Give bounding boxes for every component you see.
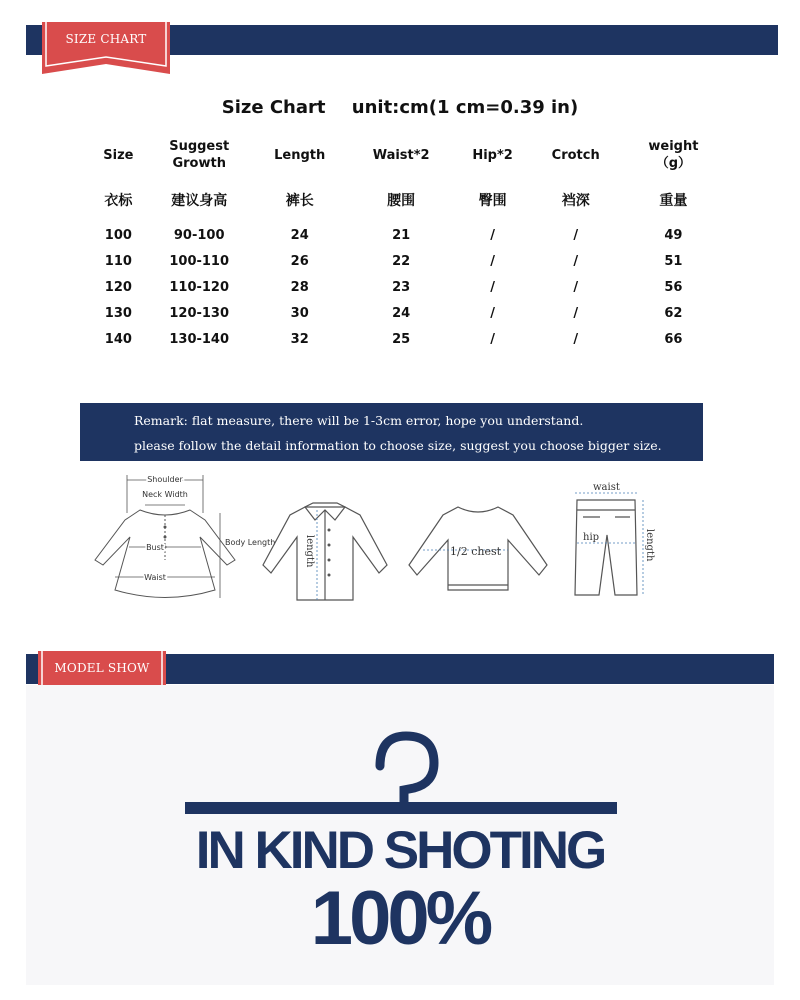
table-cell: 28 (290, 279, 309, 295)
table-row (90, 248, 726, 274)
table-cell: / (490, 253, 495, 269)
sweater-chest-label: 1/2 chest (450, 545, 502, 558)
table-cell: 32 (290, 331, 309, 347)
model-show-ribbon-label: MODEL SHOW (54, 661, 150, 675)
measurement-diagrams (85, 465, 705, 615)
remark-banner (80, 403, 703, 461)
shirt-length-label: length (304, 535, 315, 568)
header-cn-waist: 腰围 (387, 193, 416, 209)
table-cell: / (573, 331, 579, 347)
header-size: Size (103, 147, 134, 163)
header-cn-crotch: 裆深 (561, 193, 590, 209)
table-cell: 51 (664, 253, 683, 269)
table-cell: 23 (392, 279, 411, 295)
shirt-diagram (255, 465, 395, 615)
pants-waist-label: waist (593, 482, 620, 493)
remark-line-1: Remark: flat measure, there will be 1-3cm error, hope you understand. (134, 413, 584, 428)
hanger-icon (178, 728, 622, 818)
table-cell: 24 (290, 227, 309, 243)
dress-bust-label: Bust (146, 543, 164, 552)
table-cell: 100 (104, 227, 132, 243)
header-hip: Hip*2 (472, 147, 513, 163)
pants-hip-label: hip (583, 532, 600, 543)
remark-line-2: please follow the detail information to choose size, suggest you choose bigger size. (134, 438, 662, 453)
table-cell: 110 (104, 253, 132, 269)
header-suggest-growth (147, 132, 252, 178)
table-cell: 140 (104, 331, 132, 347)
header-suggest-growth-text: Suggest Growth (169, 139, 230, 171)
dress-diagram (85, 465, 276, 615)
table-row (90, 300, 726, 326)
table-cell: / (573, 227, 579, 243)
pants-diagram (565, 465, 685, 615)
table-cell: 120 (104, 279, 132, 295)
table-cell: 62 (664, 305, 683, 321)
size-table-header-en (90, 132, 726, 178)
size-chart-unit-text: unit:cm(1 cm=0.39 in) (351, 97, 579, 118)
size-table (90, 132, 726, 352)
table-cell: 30 (290, 305, 309, 321)
table-cell: 24 (392, 305, 411, 321)
header-cn-growth: 建议身高 (171, 193, 228, 209)
table-cell: 66 (664, 331, 683, 347)
header-cn-weight: 重量 (659, 193, 688, 209)
header-length: Length (274, 147, 326, 163)
header-cn-length: 裤长 (285, 193, 314, 209)
in-kind-shoting-headline: IN KIND SHOTING (195, 821, 605, 880)
dress-shoulder-label: Shoulder (147, 475, 183, 484)
dress-body-length-label: Body Length (225, 538, 276, 547)
header-cn-hip: 臀围 (478, 193, 507, 209)
size-chart-ribbon-label: SIZE CHART (65, 32, 147, 46)
table-cell: / (573, 305, 579, 321)
header-weight-text: weight （g） (648, 139, 699, 171)
table-cell: / (490, 227, 495, 243)
table-cell: 110-120 (169, 279, 230, 295)
size-table-header-cn (90, 178, 726, 222)
header-waist: Waist*2 (372, 147, 430, 163)
table-cell: 22 (392, 253, 411, 269)
table-row (90, 326, 726, 352)
table-cell: 56 (664, 279, 683, 295)
dress-neck-width-label: Neck Width (142, 490, 188, 499)
sweater-diagram (403, 465, 553, 615)
dress-waist-label: Waist (144, 573, 166, 582)
table-cell: 49 (664, 227, 683, 243)
table-cell: 90-100 (173, 227, 225, 243)
table-cell: 21 (392, 227, 411, 243)
pants-length-label: length (644, 529, 655, 562)
table-cell: 100-110 (169, 253, 230, 269)
table-cell: 130 (104, 305, 132, 321)
table-cell: 130-140 (169, 331, 230, 347)
size-chart-title-text: Size Chart (221, 97, 326, 118)
table-cell: / (573, 279, 579, 295)
header-cn-size: 衣标 (104, 193, 133, 209)
table-row (90, 274, 726, 300)
table-cell: / (490, 331, 495, 347)
table-cell: / (490, 305, 495, 321)
table-row (90, 222, 726, 248)
hundred-percent-text: 100% (310, 876, 490, 961)
header-crotch: Crotch (551, 147, 600, 163)
size-chart-ribbon (42, 22, 170, 74)
table-cell: 25 (392, 331, 411, 347)
table-cell: 26 (290, 253, 309, 269)
header-weight (621, 132, 726, 178)
table-cell: / (490, 279, 495, 295)
size-table-body (90, 222, 726, 352)
size-chart-title (0, 97, 800, 118)
table-cell: 120-130 (169, 305, 230, 321)
table-cell: / (573, 253, 579, 269)
